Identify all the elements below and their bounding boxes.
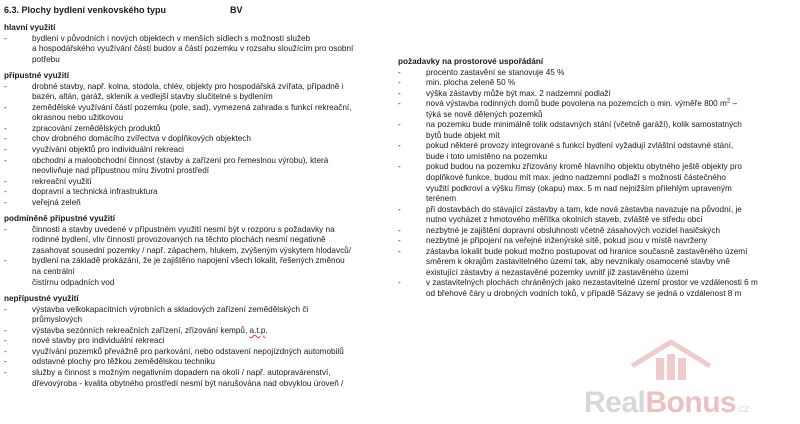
- list-item: [4, 198, 374, 209]
- list-item: [398, 120, 798, 141]
- text-line: bazén, altán, garáž, skleník a vedlejší stavby slučitelné s bydlením: [32, 92, 273, 102]
- left-column: [4, 23, 374, 389]
- permitted-use-title: přípustné využití: [4, 71, 70, 81]
- text-line: - výstavba velkokapacitních výrobních a skladových zařízení zemědělských či: [32, 304, 309, 314]
- prohibited-use-title: nepřípustné využití: [4, 294, 79, 304]
- list-item: [4, 336, 374, 347]
- text-line: - obchodní a maloobchodní činnost (stavby a zařízení pro řemeslnou výrobu), která: [32, 155, 329, 165]
- list-item: [4, 368, 374, 389]
- list-item: [398, 226, 798, 237]
- list-item: [4, 326, 374, 337]
- list-item: [4, 256, 374, 288]
- text-line: využití podkroví a výšku římsy (okapu) max. 5 m nad nejnižším přilehlým upraveným: [426, 183, 732, 193]
- list-item: [398, 278, 798, 299]
- watermark-domain: .cz: [736, 403, 749, 415]
- text-line: - služby a činnost s možným negativním dopadem na okolí / např. autopravárenství,: [32, 367, 331, 377]
- text-line: - procento zastavění se stanovuje 45 %: [426, 67, 565, 77]
- text-fragment: nová výstavba rodinných domů bude povolena na pozemcích o min. výměře 800 m: [426, 99, 727, 109]
- text-line: - drobné stavby, např. kolna, stodola, chlév, objekty pro hospodářská zvířata, případně i: [32, 81, 344, 91]
- list-item: [398, 99, 798, 120]
- watermark-bonus: Bonus: [645, 386, 737, 419]
- text-line: - pokud některé provozy integrované s funkcí bydlení vyžadují zvláštní odstavné stání,: [426, 141, 734, 151]
- text-line: - zástavba lokalit bude pokud možno postupovat od hranice současně zastavěného území: [426, 246, 748, 256]
- text-line: - činnosti a stavby uvedené v přípustném využití nesmí být v rozporu s požadavky na: [32, 224, 335, 234]
- text-line: - v zastavitelných plochách chráněných jako nezastavitelné území prostor ve vzdálenosti 6 m: [426, 278, 758, 288]
- text-line: bude i toto umístěno na pozemku: [426, 151, 548, 161]
- list-item: [4, 82, 374, 103]
- text-line: - bydlení v původních i nových objektech v menších sídlech s možností služeb: [32, 33, 311, 43]
- text-line: směrem k okrajům zastavitelného území tak, aby nevznikaly osamocené stavby vně: [426, 257, 730, 267]
- text-line: na centrální: [32, 267, 75, 277]
- list-item: [4, 103, 374, 124]
- text-line: [426, 99, 798, 110]
- watermark-text: [584, 386, 749, 420]
- list-item: [4, 225, 374, 257]
- text-line: dřevovýroba - kvalita obytného prostředí nesmí být narušována nad obvyklou úroveň /: [32, 378, 344, 388]
- list-item: [398, 141, 798, 162]
- list-item: [398, 68, 798, 79]
- section-heading: [4, 5, 243, 16]
- text-line: bytů bude objekt mít: [426, 130, 500, 140]
- watermark-real: Real: [584, 386, 646, 419]
- text-line: potřebu: [32, 54, 60, 64]
- text-line: - výška zástavby může být max. 2 nadzemní podlaží: [426, 88, 611, 98]
- main-use-item: [4, 34, 374, 66]
- text-line: - odstavné plochy pro těžkou zemědělskou techniku: [32, 357, 215, 367]
- text-line: - nové stavby pro individuální rekreaci: [32, 336, 165, 346]
- text-line: - min. plocha zeleně 50 %: [426, 78, 516, 88]
- text-line: terénem: [426, 194, 457, 204]
- list-item: [398, 247, 798, 279]
- section-title: 6.3. Plochy bydlení venkovského typu: [4, 5, 167, 15]
- text-line: - zemědělské využívání částí pozemku (pole, sad), vymezená zahrada s funkcí rekreační,: [32, 102, 352, 112]
- text-line: od břehové čáry u drobných vodních toků, v případě Sázavy se jedná o vzdálenost 8 m: [426, 289, 742, 299]
- list-item: [398, 205, 798, 226]
- zone-code: BV: [230, 5, 243, 15]
- text-line: - rekreační využití: [32, 176, 92, 186]
- list-item: [4, 347, 374, 358]
- superscript: 2: [726, 98, 731, 105]
- text-fragment: .: [265, 325, 268, 335]
- text-line: týká se nově dělených pozemků: [426, 109, 543, 119]
- main-use-title: hlavní využití: [4, 23, 56, 32]
- text-line: a hospodářského využívání částí budov a částí pozemku v rozsahu sloužícím pro osobní: [32, 44, 354, 54]
- text-line: - na pozemku bude minimálně tolik odstavných stání (včetně garáží), kolik samostatných: [426, 120, 742, 130]
- text-line: zasahovat sousední pozemky / např. zápachem, hlukem, zvýšeným výskytem hlodavců/: [32, 245, 352, 255]
- realbonus-watermark: [584, 338, 794, 424]
- text-line: - pokud budou na pozemku zřizovány kromě hlavního objektu obytného ještě objekty pro: [426, 162, 742, 172]
- list-item: [4, 124, 374, 135]
- list-item: [4, 177, 374, 188]
- text-line: doplňkové funkce, budou mít max. jedno nadzemní podlaží s možností částečného: [426, 173, 726, 183]
- text-line: okrasnou nebo užitkovou: [32, 113, 124, 123]
- spatial-requirements-title: požadavky na prostorové uspořádání: [398, 57, 544, 66]
- text-line: - nezbytné je připojení na veřejné inženýrské sítě, pokud jsou v místě navrženy: [426, 236, 708, 246]
- list-item: [4, 305, 374, 326]
- list-item: [4, 145, 374, 156]
- list-item: [4, 156, 374, 177]
- text-fragment: výstavba sezónních rekreačních zařízení, zřízování kempů,: [32, 325, 250, 335]
- list-item: [4, 134, 374, 145]
- text-line: - využívání pozemků převážně pro parkování, nebo odstavení nepojízdných automobilů: [32, 346, 344, 356]
- text-line: neovlivňuje nad přípustnou míru životní prostředí: [32, 166, 210, 176]
- right-column: [398, 57, 798, 300]
- text-line: rodinné bydlení, vliv činností provozovaných na těchto plochách nesmí negativně: [32, 235, 326, 245]
- list-item: [398, 78, 798, 89]
- text-line: - dopravní a technická infrastruktura: [32, 187, 158, 197]
- text-line: - chov drobného domácího zvířectva v doplňkových objektech: [32, 134, 251, 144]
- conditional-use-title: podmíněně přípustné využití: [4, 214, 115, 224]
- text-line: průmyslových: [32, 315, 83, 325]
- text-line: čistírnu odpadních vod: [32, 277, 115, 287]
- text-line: existující zástavby a nezastavěné pozemky uvnitř již zastavěného území: [426, 267, 689, 277]
- spellcheck-marked-text: a.t.p: [249, 325, 266, 335]
- list-item: [4, 187, 374, 198]
- text-line: - nezbytné je zajištění dopravní obsluhnosti včetně zásahových vozidel hasičských: [426, 225, 721, 235]
- text-line: - využívání objektů pro individuální rekreaci: [32, 145, 185, 155]
- list-item: [398, 162, 798, 204]
- text-fragment: –: [730, 99, 738, 109]
- text-line: - bydlení na základě prokázání, že je zajištěno napojení všech lokalit, řešených změnou: [32, 256, 345, 266]
- text-line: nutno vycházet z hmotového měřítka okolních staveb, zvláště ve středu obcí: [426, 215, 703, 225]
- text-line: [32, 326, 374, 337]
- house-logo-icon: [626, 338, 716, 388]
- text-line: - zpracování zemědělských produktů: [32, 123, 161, 133]
- list-item: [398, 89, 798, 100]
- text-line: - při dostavbách do stávající zástavby a tam, kde nová zástavba navazuje na původní, je: [426, 204, 742, 214]
- list-item: [398, 236, 798, 247]
- list-item: [4, 357, 374, 368]
- text-line: - veřejná zeleň: [32, 197, 81, 207]
